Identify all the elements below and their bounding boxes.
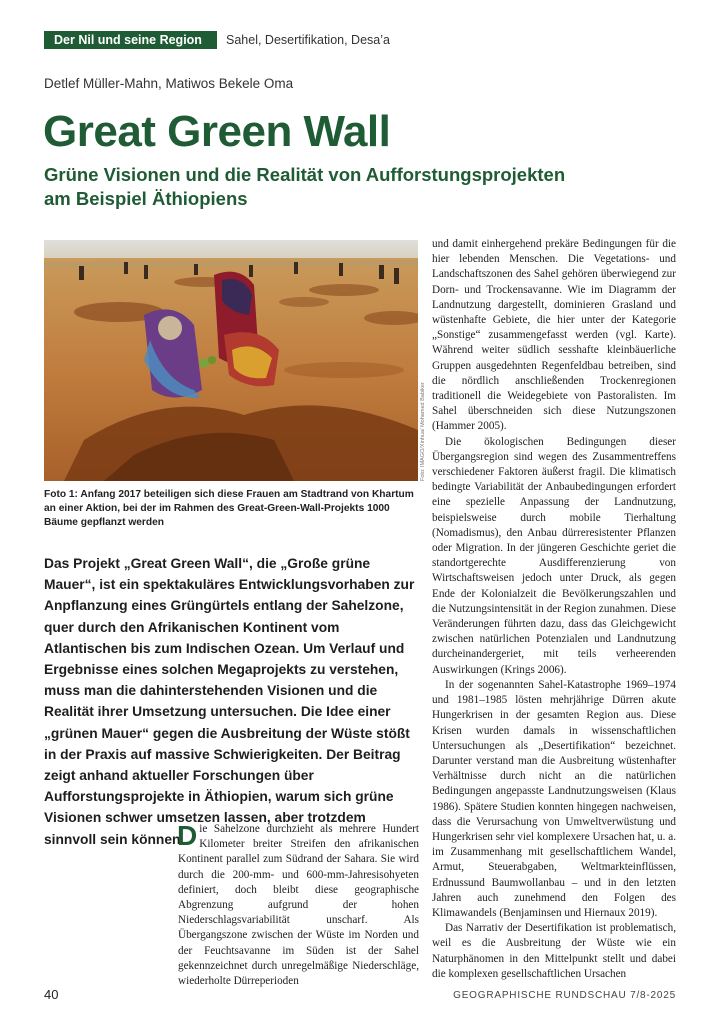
authors: Detlef Müller-Mahn, Matiwos Bekele Oma bbox=[44, 76, 294, 91]
article-title: Great Green Wall bbox=[43, 107, 391, 156]
drop-cap: D bbox=[177, 820, 198, 851]
body-paragraph: Die ökologischen Bedingungen dieser Übergangsregion sind wegen des Zusammentreffens verschiedener Faktoren äußerst fragil. Die klimatisch bedingte Variabilität der Anbaubedingungen erfordert eine spezielle Anpassung der Landnutzung, beispielsweise durch mobile Tierhaltung (Nomadismus), den Anbau dürreresistenter Pflanzen oder Migration. In der jüngeren Geschichte geriet die standortgerechte Ausdifferenzierung von Wirtschaftsweisen jedoch unter Druck, als gegen Ende der Kolonialzeit die Bevölkerungszahlen und die Nutzungsintensität in der Region zunahmen. Diese Veränderungen führten dazu, dass das Gleichgewicht zwischen natürlichen Potenzialen und Landnutzung durcheinandergeriet, mit teils verheerenden Auswirkungen (Krings 2006). bbox=[432, 435, 676, 676]
body-column-middle bbox=[178, 822, 419, 989]
journal-footer: GEOGRAPHISCHE RUNDSCHAU 7/8-2025 bbox=[453, 990, 676, 1001]
photo-women-planting-trees bbox=[44, 240, 418, 481]
lead-paragraph: Das Projekt „Great Green Wall“, die „Große grüne Mauer“, ist ein spektakuläres Entwicklungsvorhaben zur Anpflanzung eines Grüngürtels entlang der Sahelzone, quer durch den Afrikanischen Kontinent vom Atlantischen bis zum Indischen Ozean. Um Verlauf und Ergebnisse eines solchen Megaprojekts zu verstehen, muss man die dahinterstehenden Visionen und die Realität ihrer Umsetzung untersuchen. Die Idee einer „grünen Mauer“ gegen die Ausbreitung der Wüste stößt in der Praxis auf massive Schwierigkeiten. Der Beitrag zeigt anhand aktueller Forschungen über Aufforstungsprojekte in Äthiopien, warum sich grüne Visionen schwer umsetzen lassen, aber trotzdem sinnvoll sein können. bbox=[44, 556, 415, 847]
body-paragraph: Das Narrativ der Desertifikation ist problematisch, weil es die Ausbreitung der Wüste wie ein Naturphänomen in den Mittelpunkt stellt und dabei die komplexen gesellschaftlichen Ursachen bbox=[432, 922, 676, 980]
article-subtitle: Grüne Visionen und die Realität von Aufforstungsprojekten am Beispiel Äthiopiens bbox=[44, 164, 566, 209]
section-label: Der Nil und seine Region bbox=[44, 31, 217, 49]
body-column-right bbox=[432, 237, 676, 982]
photo-credit: Foto: IMAGO/Xinhua/ Mohamed Babiker bbox=[420, 382, 426, 481]
body-paragraph: und damit einhergehend prekäre Bedingungen für die hier lebenden Menschen. Die Vegetations- und Landschaftszonen des Sahel gehören überwiegend zur Dorn- und Trockensavanne. Wie im Diagramm der Landnutzung dargestellt, dominieren Grasland und wüstenhafte Gebiete, die hier unter der Kategorie „Sonstige“ zusammengefasst werden (vgl. Karte). Während weiter südlich sesshafte kleinbäuerliche Gruppen ausgedehnten Regenfeldbau betreiben, sind die nördlich anschließenden Trockenregionen traditionell die Weidegebiete von Pastoralisten. Im Sahel überschneiden sich diese Nutzungszonen (Hammer 2005). bbox=[432, 238, 676, 433]
body-paragraph: In der sogenannten Sahel-Katastrophe 1969–1974 und 1981–1985 lösten mehrjährige Dürren akute Hungerkrisen in der gesamten Region aus. Diese Krisen wurden damals in wissenschaftlichen Untersuchungen als „Desertifikation“ bezeichnet. Darunter verstand man die Ausbreitung wüstenhafter Verhältnisse durch nicht an die natürlichen Bedingungen angepasste Landnutzungsweisen (Klaus 1986). Spätere Studien konnten hingegen nachweisen, dass die Verursachung von Umweltverwüstung und Hungerkrisen sehr viel komplexere Ursachen hat, u. a. im Zusammenhang mit gesellschaftlichem Wandel, Armut, Steuerabgaben, Weltmarkteinflüssen, Erdnussund Baumwollanbau – und in den letzten Jahren auch zunehmend den Folgen des Klimawandels (Benjaminsen und Hiernaux 2019). bbox=[432, 678, 676, 919]
keywords: Sahel, Desertifikation, Desa’a bbox=[226, 33, 390, 47]
photo-caption: Foto 1: Anfang 2017 beteiligen sich diese Frauen am Stadtrand von Khartum an einer Aktion, bei der im Rahmen des Great-Green-Wall-Projekts 1000 Bäume gepflanzt werden bbox=[44, 489, 414, 528]
page-number: 40 bbox=[44, 987, 59, 1002]
body-intro-text: ie Sahelzone durchzieht als mehrere Hundert Kilometer breiter Streifen den afrikanischen Kontinent parallel zum Südrand der Sahara. Sie wird durch die 200-mm- und 600-mm-Jahresisohyeten definiert, doch bleibt diese geographische Abgrenzung aufgrund der hohen Niederschlagsvariabilität unscharf. Als Übergangszone zwischen der Wüste im Norden und der Feuchtsavanne im Süden ist der Sahel gekennzeichnet durch unregelmäßige Niederschläge, wiederholte Dürreperioden bbox=[178, 823, 419, 988]
